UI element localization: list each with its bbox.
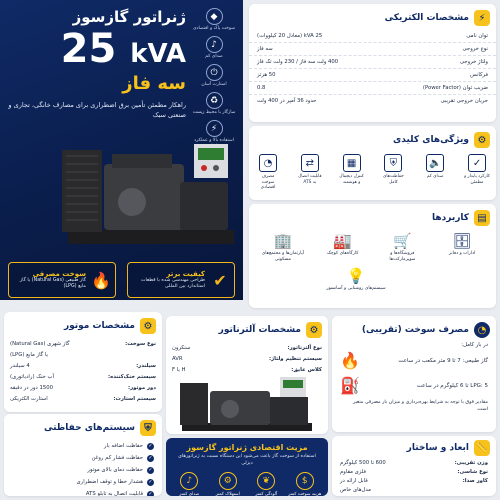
gas-cylinder-icon: ⛽ — [340, 376, 360, 395]
economic-desc: استفاده از سوخت گاز باعث می‌شود این دستگاه نسبت به ژنراتورهای دیزلی — [178, 454, 316, 466]
card-title: سیستم‌های حفاظتی — [43, 423, 135, 433]
dim-key: کاور صدا: — [462, 477, 488, 484]
card-header — [332, 436, 496, 458]
office-icon: 🗄 — [452, 232, 472, 250]
key-feature-label: کارکرد پایدار و مطمئن — [464, 174, 490, 185]
card-header — [166, 316, 328, 342]
hero-power — [6, 26, 186, 77]
spec-row — [249, 69, 496, 82]
cost-icon: $ — [296, 472, 314, 490]
engine-card — [4, 312, 162, 412]
panel-icon: ▦ — [343, 154, 361, 172]
leaf-icon: ❦ — [257, 472, 275, 490]
badge-desc: طراحی مهندسی شده با قطعات استاندارد بین المللی — [141, 277, 205, 289]
protection-card — [4, 414, 162, 496]
protection-item — [4, 476, 162, 488]
engine-value: 1500 دور در دقیقه — [10, 384, 53, 391]
hero-feature-label: سوخت پاک و اقتصادی — [193, 26, 235, 31]
volume-icon: 🔈 — [426, 154, 444, 172]
key-feature — [380, 154, 406, 191]
alternator-card — [166, 316, 328, 434]
economic-item — [286, 472, 325, 496]
engine-key: سیستم خنک‌کننده: — [107, 373, 156, 380]
key-feature-label: حفاظت‌های کامل — [383, 174, 404, 185]
quality-badge — [127, 262, 235, 298]
flame-icon: 🔥 — [340, 351, 360, 370]
protection-text: حفاظت فشار کم روغن — [91, 455, 143, 461]
dim-value: 600 تا 500 کیلوگرم — [340, 459, 386, 466]
engine-key: دور موتور: — [128, 384, 156, 391]
power-unit: kVA — [130, 39, 186, 69]
generator-image — [62, 142, 238, 252]
build-icon: ♻ — [206, 92, 223, 109]
spec-value: 25 kVA (معادل 20 کیلووات) — [257, 33, 323, 39]
alt-value: AVR — [172, 355, 183, 362]
application-label: کارگاه‌های کوچک — [326, 251, 359, 256]
key-feature — [255, 154, 281, 191]
key-features-grid — [249, 152, 496, 193]
hero-feature — [190, 8, 238, 32]
alt-value: H یا F — [172, 366, 186, 373]
check-icon: ✓ — [468, 154, 486, 172]
spec-value: سه فاز — [257, 46, 273, 52]
hero-feature — [190, 64, 238, 88]
spec-value: حدود 36 آمپر در 400 ولت — [257, 98, 317, 104]
ats-icon: ⇄ — [301, 154, 319, 172]
application — [319, 232, 367, 263]
card-title: مشخصات موتور — [63, 321, 135, 331]
electrical-specs-card — [249, 4, 496, 122]
card-header — [4, 312, 162, 338]
start-icon: ⏻ — [206, 64, 223, 81]
fuel-badge — [8, 262, 116, 298]
building-icon: 🏢 — [273, 232, 293, 250]
card-title: ابعاد و ساختار — [406, 443, 469, 453]
engine-value: یا گاز مایع (LPG) — [10, 351, 48, 358]
quiet-icon: ♪ — [180, 472, 198, 490]
application-label: فروشگاه‌ها و سوپرمارکت‌ها — [389, 251, 416, 262]
application — [438, 232, 486, 263]
spec-row — [249, 56, 496, 69]
grid-icon: ▤ — [474, 210, 490, 226]
economic-title: مزیت اقتصادی ژنراتور گازسوز — [186, 443, 308, 452]
hero-feature — [190, 36, 238, 60]
alt-key: نوع آلترناتور: — [287, 344, 322, 351]
dim-key: وزن تقریبی: — [454, 459, 488, 466]
dim-key: نوع شاسی: — [457, 468, 488, 475]
spec-key: توان نامی — [466, 33, 488, 39]
card-title: مشخصات آلترناتور — [218, 325, 301, 335]
hero-feature — [190, 92, 238, 116]
engine-row — [4, 382, 162, 393]
card-title: مصرف سوخت (تقریبی) — [361, 325, 469, 335]
key-feature-label: قابلیت اتصال به ATS — [298, 174, 322, 185]
dim-row — [332, 485, 496, 494]
economic-label: آلودگی کمتر — [255, 492, 278, 496]
key-features-card — [249, 126, 496, 200]
engine-key: سیلندر: — [136, 362, 156, 369]
shop-icon: 🛒 — [393, 232, 412, 250]
protection-item — [4, 440, 162, 452]
cog-icon: ⚙ — [474, 132, 490, 148]
alt-value: سنکرون — [172, 344, 191, 351]
application — [378, 232, 426, 263]
sound-icon: ♪ — [206, 36, 223, 53]
hero-description: راهکار مطمئن تأمین برق اضطراری برای مصارف خانگی، تجاری و صنعتی سبک — [8, 101, 186, 119]
protection-item — [4, 452, 162, 464]
economic-item — [247, 472, 286, 496]
shield-icon: ⛨ — [140, 420, 156, 436]
badge-title: سوخت مصرفی — [32, 269, 86, 278]
application-label: سیستم‌های روشنایی و آسانسور — [326, 286, 386, 291]
badge-desc: گاز طبیعی (Natural Gas) یا گاز مایع (LPG) — [19, 277, 86, 289]
spec-row — [249, 30, 496, 43]
economic-label: هزینه سوخت کمتر — [288, 492, 322, 496]
engine-row — [4, 371, 162, 382]
hero-feature-label: استفاده بالا و عملکرد — [194, 138, 234, 143]
fuel-ng-text: گاز طبیعی: 7 تا 9 متر مکعب در ساعت — [398, 357, 488, 364]
factory-icon: 🏭 — [333, 232, 352, 250]
protection-text: حفاظت دمای بالای موتور — [87, 467, 143, 473]
engine-value: گاز شهری (Natural Gas) — [10, 340, 70, 347]
spec-value: 0.8 — [257, 85, 266, 91]
engine-value: استارت الکتریکی — [10, 395, 48, 402]
economic-item — [170, 472, 209, 496]
flame-icon: 🔥 — [91, 270, 111, 290]
card-header — [4, 414, 162, 440]
card-header — [332, 316, 496, 342]
card-header — [249, 204, 496, 230]
check-icon: ✓ — [148, 455, 153, 461]
check-icon: ✓ — [148, 467, 153, 473]
dim-value: قابل ارائه در — [340, 477, 368, 484]
engine-row — [4, 338, 162, 349]
economic-label: استهلاک کمتر — [215, 492, 240, 496]
badge-title: کیفیت برتر — [166, 269, 205, 278]
application — [259, 232, 307, 263]
gas-icon: ◆ — [206, 8, 223, 25]
dim-value: فلزی مقاوم — [340, 468, 367, 475]
card-header — [249, 126, 496, 152]
spec-value: 400 ولت سه فاز / 230 ولت تک فاز — [257, 59, 339, 65]
gauge-icon: ◔ — [259, 154, 277, 172]
applications-row — [249, 230, 496, 265]
check-icon: ✓ — [148, 491, 153, 496]
fuel-lpg — [332, 373, 496, 398]
check-icon: ✓ — [148, 443, 153, 449]
spec-key: ولتاژ خروجی — [459, 59, 488, 65]
power-number: 25 — [60, 26, 117, 72]
hero-feature-label: سازگار با محیط زیست — [192, 110, 236, 115]
gear-icon: ⚙ — [306, 322, 322, 338]
application-label: آپارتمان‌ها و مجتمع‌های مسکونی — [261, 251, 305, 262]
fuel-subtitle-text: در بار کامل: — [461, 342, 488, 348]
alt-key: سیستم تنظیم ولتاژ: — [269, 355, 322, 362]
spec-value: 50 هرتز — [257, 72, 276, 78]
hero-feature-label: استارت آسان — [201, 82, 227, 87]
engine-row — [4, 349, 162, 360]
check-icon: ✓ — [148, 479, 153, 485]
applications-row — [249, 265, 496, 294]
economic-item — [209, 472, 248, 496]
hero-phase: سه فاز — [122, 73, 186, 94]
lightning-icon: ⚡ — [474, 10, 490, 26]
dim-row — [332, 476, 496, 485]
hero-panel — [0, 0, 243, 300]
dim-row — [332, 458, 496, 467]
spec-key: جریان خروجی تقریبی — [440, 98, 488, 104]
engine-value: 4 سیلندر — [10, 362, 30, 369]
economic-icons — [166, 469, 328, 496]
key-feature — [339, 154, 365, 191]
key-feature-label: کنترل دیجیتال و هوشمند — [339, 174, 364, 185]
economic-label: صدای کمتر — [179, 492, 200, 496]
fuel-consumption-card — [332, 316, 496, 432]
protection-text: هشدار خطا و توقف اضطراری — [76, 479, 143, 485]
alt-row — [166, 364, 328, 375]
protection-item — [4, 464, 162, 476]
hero-feature-label: صدای کم — [205, 54, 223, 59]
spec-row — [249, 95, 496, 107]
hero-title: ژنراتور گازسوز — [72, 8, 186, 26]
engine-icon: ⚙ — [140, 318, 156, 334]
protection-text: حفاظت اضافه بار — [104, 443, 143, 449]
card-header — [249, 4, 496, 30]
alt-key: کلاس عایق: — [291, 366, 322, 373]
dim-value: مدل‌های خاص — [340, 486, 371, 493]
spec-key: فرکانس — [470, 72, 488, 78]
spec-key: نوع خروجی — [462, 46, 488, 52]
card-title: ویژگی‌های کلیدی — [393, 135, 469, 145]
dim-row — [332, 467, 496, 476]
key-feature — [297, 154, 323, 191]
engine-value: آب خنک (رادیاتوری) — [10, 373, 54, 380]
key-feature — [464, 154, 490, 191]
engine-row — [4, 360, 162, 371]
key-feature — [422, 154, 448, 191]
engine-row — [4, 393, 162, 404]
generator-small-image — [172, 375, 322, 434]
light-icon: 💡 — [346, 267, 366, 285]
engine-icon: ⚙ — [219, 472, 237, 490]
alt-row — [166, 342, 328, 353]
economic-benefit-panel — [166, 438, 328, 496]
alt-row — [166, 353, 328, 364]
application-label: ادارات و دفاتر — [448, 251, 476, 256]
key-feature-label: صدای کم — [426, 174, 444, 179]
hero-features — [189, 8, 239, 150]
shield-icon: ⛨ — [384, 154, 402, 172]
gauge-icon: ◔ — [474, 322, 490, 338]
protection-text: قابلیت اتصال به تابلو ATS — [85, 491, 143, 496]
applications-card — [249, 204, 496, 308]
spec-row — [249, 82, 496, 95]
power-icon: ⚡ — [206, 120, 223, 137]
fuel-lpg-text: LPG: 5 تا 6 کیلوگرم در ساعت — [416, 382, 488, 389]
engine-key: نوع سوخت: — [125, 340, 156, 347]
engine-key: سیستم استارت: — [113, 395, 156, 402]
dimensions-card — [332, 436, 496, 496]
hero-text — [6, 8, 186, 120]
key-feature-label: مصرف سوخت اقتصادی — [260, 174, 276, 190]
card-title: کاربردها — [431, 213, 469, 223]
spec-row — [249, 43, 496, 56]
application — [316, 267, 396, 292]
protection-item — [4, 488, 162, 496]
card-title: مشخصات الکتریکی — [384, 13, 469, 23]
spec-key: ضریب توان (Power Factor) — [422, 85, 488, 91]
fuel-ng — [332, 348, 496, 373]
fuel-note: مقادیر فوق با توجه به شرایط بهره‌برداری و میزان بار مصرفی متغیر است. — [352, 400, 488, 412]
ruler-icon: 📏 — [474, 440, 490, 456]
shield-check-icon: ✔ — [213, 270, 227, 290]
